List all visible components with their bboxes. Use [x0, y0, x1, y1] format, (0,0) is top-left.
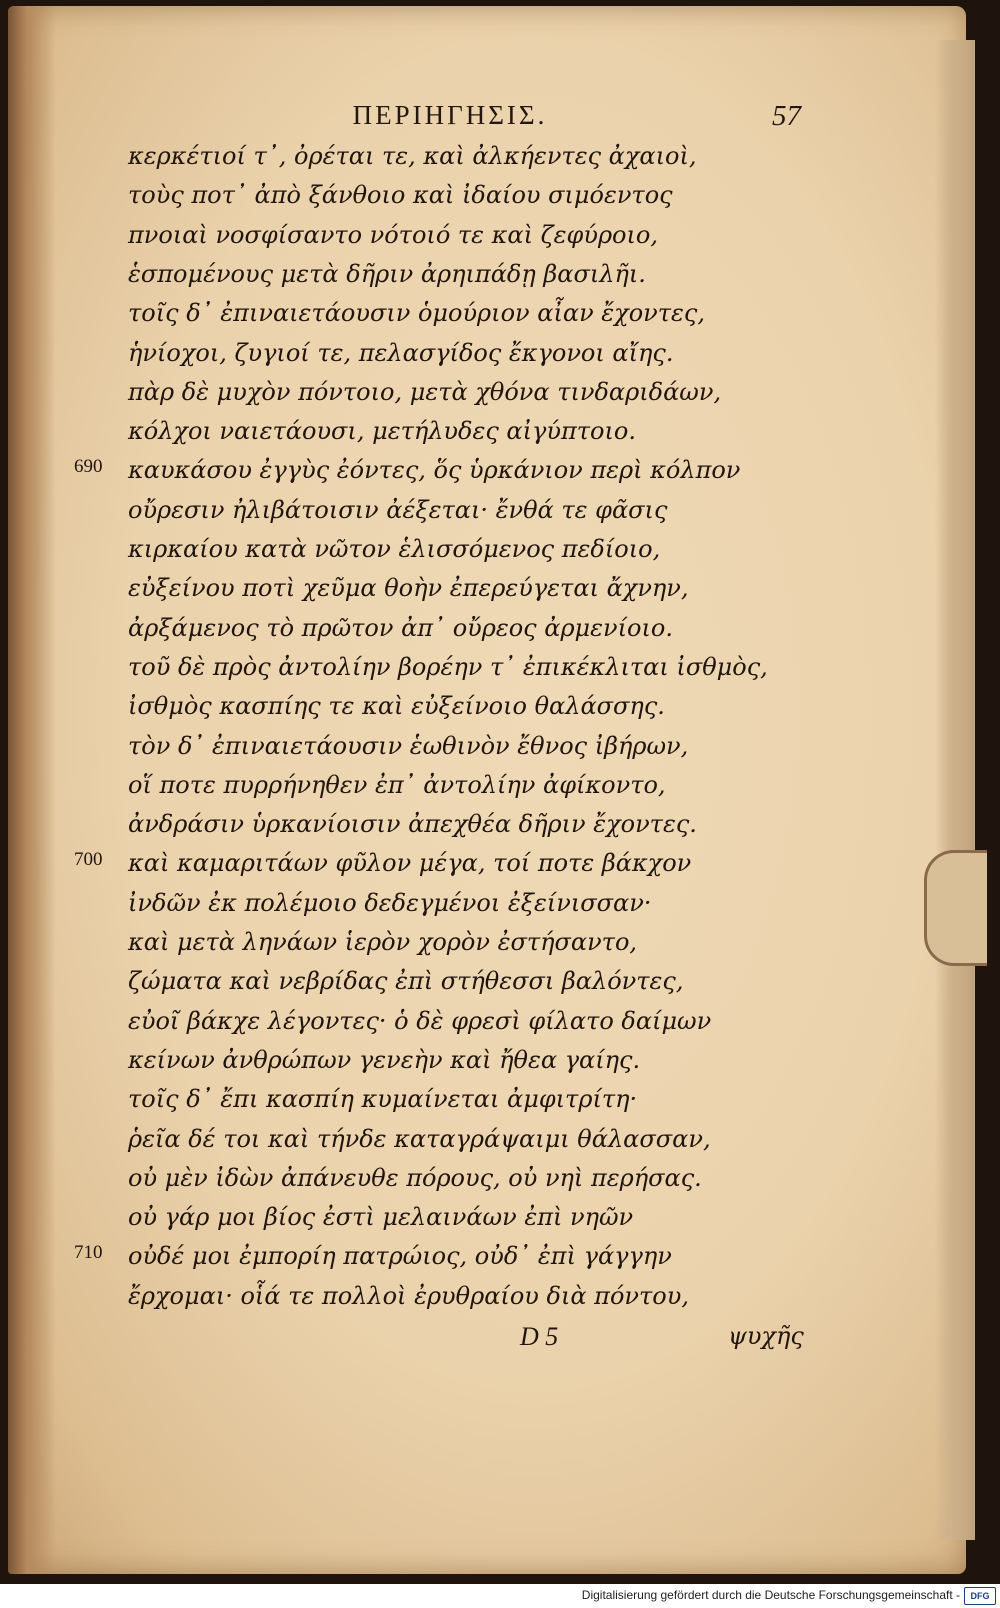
verse-line — [0, 692, 940, 725]
verse-text: ἰσθμὸς κασπίης τε καὶ εὐξείνοιο θαλάσσης. — [128, 692, 665, 721]
running-title: ΠΕΡΙΗΓΗΣΙΣ. — [352, 100, 548, 130]
verse-line — [0, 299, 940, 332]
page-edge — [935, 40, 975, 1540]
verse-text: κείνων ἀνθρώπων γενεὴν καὶ ἤθεα γαίης. — [128, 1045, 641, 1074]
digitization-footer — [0, 1584, 1000, 1608]
verse-text: κερκέτιοί τ᾽, ὀρέται τε, καὶ ἀλκήεντες ἀχαιοὶ, — [128, 142, 697, 170]
verse-line — [0, 810, 940, 843]
verse-line — [0, 1242, 940, 1275]
verse-text: ἡνίοχοι, ζυγιοί τε, πελασγίδος ἔκγονοι αἴης. — [128, 338, 674, 367]
verse-text: εὐοῖ βάκχε λέγοντες· ὁ δὲ φρεσὶ φίλατο δαίμων — [128, 1006, 712, 1035]
verse-text: ἰνδῶν ἐκ πολέμοιο δεδεγμένοι ἐξείνισσαν· — [128, 888, 652, 917]
verse-text: τοῖς δ᾽ ἔπι κασπίη κυμαίνεται ἀμφιτρίτη· — [128, 1085, 638, 1114]
verse-line — [0, 1164, 940, 1197]
signature-mark: D 5 — [520, 1322, 559, 1351]
verse-line — [0, 142, 940, 175]
verse-line — [0, 889, 940, 922]
line-number: 690 — [74, 456, 103, 478]
verse-text: τοὺς ποτ᾽ ἀπὸ ξάνθοιο καὶ ἰδαίου σιμόεντος — [128, 181, 673, 210]
verse-text: ἑσπομένους μετὰ δῆριν ἀρηιπάδῃ βασιλῆι. — [128, 259, 646, 288]
verse-line — [0, 928, 940, 961]
verse-text: πὰρ δὲ μυχὸν πόντοιο, μετὰ χθόνα τινδαριδάων, — [128, 377, 722, 406]
verse-text: τὸν δ᾽ ἐπιναιετάουσιν ἑωθινὸν ἔθνος ἰβήρων, — [128, 731, 689, 760]
verse-text: ἀρξάμενος τὸ πρῶτον ἀπ᾽ οὔρεος ἀρμενίοιο. — [128, 613, 673, 642]
page-number: 57 — [772, 100, 801, 132]
verse-line — [0, 378, 940, 411]
verse-text: ἀνδράσιν ὑρκανίοισιν ἀπεχθέα δῆριν ἔχοντες. — [128, 810, 697, 839]
line-number: 700 — [74, 849, 103, 871]
verse-text: οὐ γάρ μοι βίος ἐστὶ μελαινάων ἐπὶ νηῶν — [128, 1203, 634, 1232]
verse-line — [0, 967, 940, 1000]
verse-text: τοῖς δ᾽ ἐπιναιετάουσιν ὁμούριον αἶαν ἔχοντες, — [128, 299, 705, 328]
verse-line — [0, 496, 940, 529]
verse-text: εὐξείνου ποτὶ χεῦμα θοὴν ἐπερεύγεται ἄχνην, — [128, 574, 689, 603]
verse-line — [0, 1007, 940, 1040]
verse-text: ζώματα καὶ νεβρίδας ἐπὶ στήθεσσι βαλόντες, — [128, 967, 684, 996]
verse-line — [0, 221, 940, 254]
verse-text: πνοιαὶ νοσφίσαντο νότοιό τε καὶ ζεφύροιο, — [128, 220, 658, 249]
footer-credit: Digitalisierung gefördert durch die Deutsche Forschungsgemeinschaft - — [581, 1588, 960, 1602]
verse-text: ἔρχομαι· οἷά τε πολλοὶ ἐρυθραίου διὰ πόντου, — [128, 1281, 689, 1310]
verse-line — [0, 771, 940, 804]
verse-line — [0, 1085, 940, 1118]
verse-text: καὶ μετὰ ληνάων ἱερὸν χορὸν ἐστήσαντο, — [128, 928, 638, 956]
verse-line — [0, 1203, 940, 1236]
verse-line — [0, 260, 940, 293]
verse-text: οὐδέ μοι ἐμπορίη πατρώιος, οὐδ᾽ ἐπὶ γάγγην — [128, 1242, 672, 1271]
verse-line — [0, 614, 940, 647]
verse-line — [0, 1125, 940, 1158]
verse-line — [0, 181, 940, 214]
verse-line — [0, 1046, 940, 1079]
verse-text: καὶ καμαριτάων φῦλον μέγα, τοί ποτε βάκχον — [128, 849, 692, 878]
catchword: ψυχῆς — [728, 1322, 804, 1350]
verse-line — [0, 849, 940, 882]
verse-line — [0, 339, 940, 372]
verse-text: τοῦ δὲ πρὸς ἀντολίην βορέην τ᾽ ἐπικέκλιται ἰσθμὸς, — [128, 652, 768, 681]
verse-text: κιρκαίου κατὰ νῶτον ἑλισσόμενος πεδίοιο, — [128, 535, 661, 563]
verse-line — [0, 456, 940, 489]
verse-line — [0, 653, 940, 686]
verse-line — [0, 1282, 940, 1315]
verse-text: οὔρεσιν ἠλιβάτοισιν ἀέξεται· ἔνθά τε φᾶσις — [128, 495, 668, 524]
verse-text: ῥεῖα δέ τοι καὶ τήνδε καταγράψαιμι θάλασσαν, — [128, 1124, 711, 1153]
verse-line — [0, 574, 940, 607]
line-number: 710 — [74, 1242, 103, 1264]
verse-line — [0, 732, 940, 765]
verse-line — [0, 417, 940, 450]
dfg-logo-icon: DFG — [964, 1587, 996, 1605]
verse-text: οἵ ποτε πυρρήνηθεν ἐπ᾽ ἀντολίην ἀφίκοντο, — [128, 770, 666, 799]
verse-text: κόλχοι ναιετάουσι, μετήλυδες αἰγύπτοιο. — [128, 417, 636, 446]
verse-line — [0, 535, 940, 568]
page-header — [0, 100, 940, 140]
verse-text: καυκάσου ἐγγὺς ἐόντες, ὅς ὑρκάνιον περὶ κόλπον — [128, 456, 741, 485]
verse-text: οὐ μὲν ἰδὼν ἀπάνευθε πόρους, οὐ νηὶ περήσας. — [128, 1163, 702, 1192]
